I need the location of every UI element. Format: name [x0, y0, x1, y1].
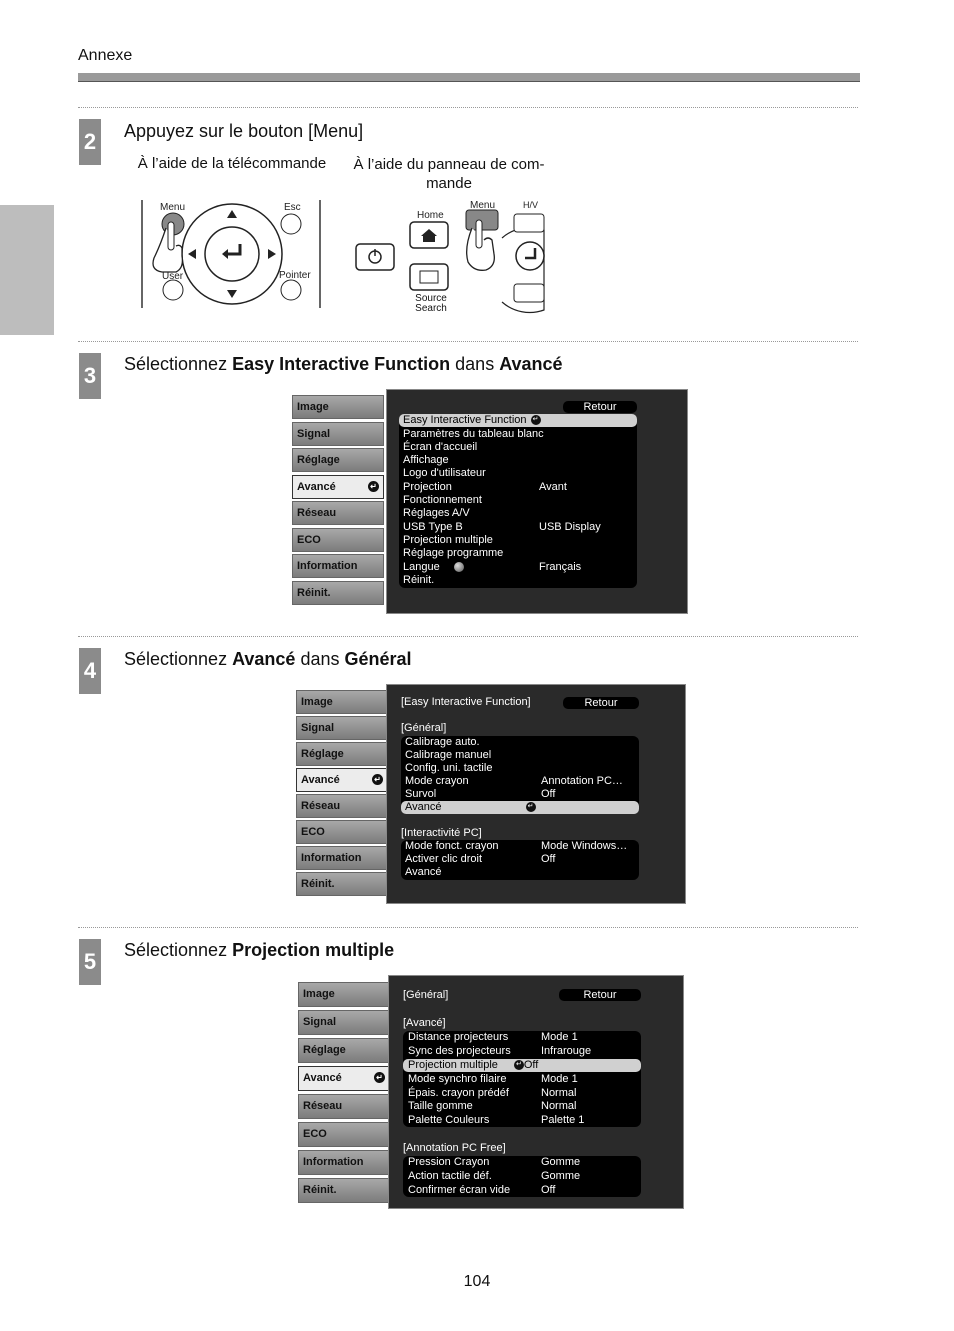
tab-eco[interactable]: ECO [296, 820, 388, 844]
step-number: 3 [79, 353, 101, 399]
menu-value: Off [541, 1184, 556, 1196]
divider [78, 636, 858, 637]
panel-hv-label: H/V [523, 200, 539, 210]
divider [78, 927, 858, 928]
enter-icon: ↵ [368, 481, 379, 492]
tab-reseau[interactable]: Réseau [298, 1094, 390, 1119]
menu-screen-3 [298, 975, 684, 1209]
menu-value: Off [541, 788, 556, 800]
enter-icon: ↵ [374, 1072, 385, 1083]
tab-information[interactable]: Information [296, 846, 388, 870]
tab-signal[interactable]: Signal [298, 1010, 390, 1035]
menu-value: Infrarouge [541, 1045, 592, 1057]
menu-item[interactable]: Sync des projecteurs [408, 1045, 511, 1057]
menu-item[interactable]: Mode synchro filaire [408, 1073, 507, 1085]
remote-pointer-label: Pointer [279, 270, 311, 281]
step-number: 2 [79, 119, 101, 165]
menu-item[interactable]: Activer clic droit [405, 853, 483, 865]
menu-panel [386, 389, 688, 614]
menu-item[interactable]: Écran d'accueil [403, 441, 478, 453]
menu-item[interactable]: Palette Couleurs [408, 1114, 490, 1126]
menu-item[interactable]: USB Type B [403, 521, 463, 533]
menu-value: Normal [541, 1087, 577, 1099]
tab-eco[interactable]: ECO [292, 528, 384, 552]
page-number: 104 [463, 1273, 491, 1290]
menu-value: Palette 1 [541, 1114, 585, 1126]
step-title: Appuyez sur le bouton [Menu] [124, 121, 364, 141]
menu-value: Gomme [541, 1156, 581, 1168]
menu-item[interactable]: Avancé [405, 866, 442, 878]
enter-icon: ↵ [514, 1060, 524, 1070]
menu-item[interactable]: Réglages A/V [403, 507, 470, 519]
menu-item[interactable]: Logo d'utilisateur [403, 467, 486, 479]
tab-image[interactable]: Image [296, 690, 388, 714]
step-number: 5 [79, 939, 101, 985]
panel-caption: À l’aide du panneau de com- mande [353, 156, 545, 192]
menu-item[interactable]: Config. uni. tactile [405, 762, 493, 774]
menu-item[interactable]: Distance projecteurs [408, 1031, 509, 1043]
group-heading: [Annotation PC Free] [403, 1142, 506, 1154]
side-tab [0, 205, 54, 335]
divider [78, 107, 858, 108]
menu-value: Off [541, 853, 556, 865]
tab-reglage[interactable]: Réglage [298, 1038, 390, 1063]
menu-title: [Easy Interactive Function] [401, 696, 531, 708]
tab-image[interactable]: Image [298, 982, 390, 1007]
menu-item-easy-interactive[interactable]: Easy Interactive Function ↵ [399, 414, 637, 427]
menu-item[interactable]: Épais. crayon prédéf [408, 1087, 509, 1099]
tab-reseau[interactable]: Réseau [292, 501, 384, 525]
menu-item[interactable]: Fonctionnement [403, 494, 482, 506]
panel-source-label: Source Search [415, 293, 447, 314]
enter-icon: ↵ [372, 774, 383, 785]
menu-item[interactable]: Réinit. [403, 574, 435, 586]
menu-item[interactable]: Action tactile déf. [408, 1170, 492, 1182]
menu-value: Mode 1 [541, 1073, 578, 1085]
step-title: Sélectionnez Projection multiple [124, 940, 395, 960]
tab-avance[interactable]: Avancé ↵ [296, 768, 388, 792]
tab-signal[interactable]: Signal [292, 422, 384, 446]
tab-information[interactable]: Information [298, 1150, 390, 1175]
tab-reinit[interactable]: Réinit. [296, 872, 388, 896]
menu-title: [Général] [403, 989, 449, 1001]
menu-value: Mode 1 [541, 1031, 578, 1043]
group-heading: [Avancé] [403, 1017, 446, 1029]
tab-avance[interactable]: Avancé ↵ [298, 1066, 390, 1091]
menu-item[interactable]: Projection multiple [403, 534, 493, 546]
menu-value: Gomme [541, 1170, 581, 1182]
remote-menu-label: Menu [160, 202, 186, 213]
tab-reglage[interactable]: Réglage [292, 448, 384, 472]
menu-item[interactable]: Confirmer écran vide [408, 1184, 511, 1196]
menu-item[interactable]: Survol [405, 788, 437, 800]
step-title: Sélectionnez Avancé dans Général [124, 649, 412, 669]
tab-signal[interactable]: Signal [296, 716, 388, 740]
remote-user-label: User [162, 271, 184, 282]
menu-value: Normal [541, 1100, 577, 1112]
menu-item[interactable]: Projection [403, 481, 452, 493]
divider [78, 341, 858, 342]
menu-value: USB Display [539, 521, 601, 533]
menu-item[interactable]: Mode crayon [405, 775, 469, 787]
remote-caption: À l’aide de la télécommande [137, 155, 327, 172]
menu-item-projection-multiple[interactable]: Projection multiple ↵ Off [403, 1059, 641, 1072]
menu-item[interactable]: Paramètres du tableau blanc [403, 428, 544, 440]
retour-button[interactable]: Retour [563, 697, 639, 709]
tab-reglage[interactable]: Réglage [296, 742, 388, 766]
enter-icon: ↵ [531, 415, 541, 425]
remote-illustration [138, 198, 324, 310]
menu-panel [386, 684, 686, 904]
menu-screen-2 [296, 684, 686, 904]
enter-icon: ↵ [526, 802, 536, 812]
tab-image[interactable]: Image [292, 395, 384, 419]
menu-item-avance[interactable]: Avancé ↵ [401, 801, 639, 814]
menu-item[interactable]: Taille gomme [408, 1100, 473, 1112]
running-header: Annexe [78, 47, 133, 64]
remote-esc-label: Esc [284, 202, 301, 213]
group-heading: [Interactivité PC] [401, 827, 482, 839]
retour-button[interactable]: Retour [559, 989, 641, 1001]
tab-eco[interactable]: ECO [298, 1122, 390, 1147]
menu-value: Mode Windows… [541, 840, 628, 852]
header-rule [78, 73, 860, 82]
panel-menu-label: Menu [470, 200, 496, 211]
globe-icon [454, 562, 464, 572]
menu-value: Annotation PC… [541, 775, 623, 787]
menu-value: Français [539, 561, 582, 573]
menu-item[interactable]: Calibrage manuel [405, 749, 492, 761]
tab-avance[interactable]: Avancé ↵ [292, 475, 384, 499]
menu-screen-1 [292, 389, 688, 614]
tab-reinit[interactable]: Réinit. [292, 581, 384, 605]
tab-reinit[interactable]: Réinit. [298, 1178, 390, 1203]
retour-button[interactable]: Retour [563, 401, 637, 413]
menu-item[interactable]: Mode fonct. crayon [405, 840, 499, 852]
tab-reseau[interactable]: Réseau [296, 794, 388, 818]
menu-item[interactable]: Langue [403, 561, 464, 574]
tab-information[interactable]: Information [292, 554, 384, 578]
menu-item[interactable]: Réglage programme [403, 547, 504, 559]
menu-item[interactable]: Affichage [403, 454, 449, 466]
group-heading: [Général] [401, 722, 447, 734]
menu-item[interactable]: Calibrage auto. [405, 736, 480, 748]
step-number: 4 [79, 648, 101, 694]
menu-item[interactable]: Pression Crayon [408, 1156, 490, 1168]
menu-panel [388, 975, 684, 1209]
step-title: Sélectionnez Easy Interactive Function dans Avancé [124, 354, 563, 374]
menu-value: Avant [539, 481, 567, 493]
panel-home-label: Home [417, 210, 444, 221]
